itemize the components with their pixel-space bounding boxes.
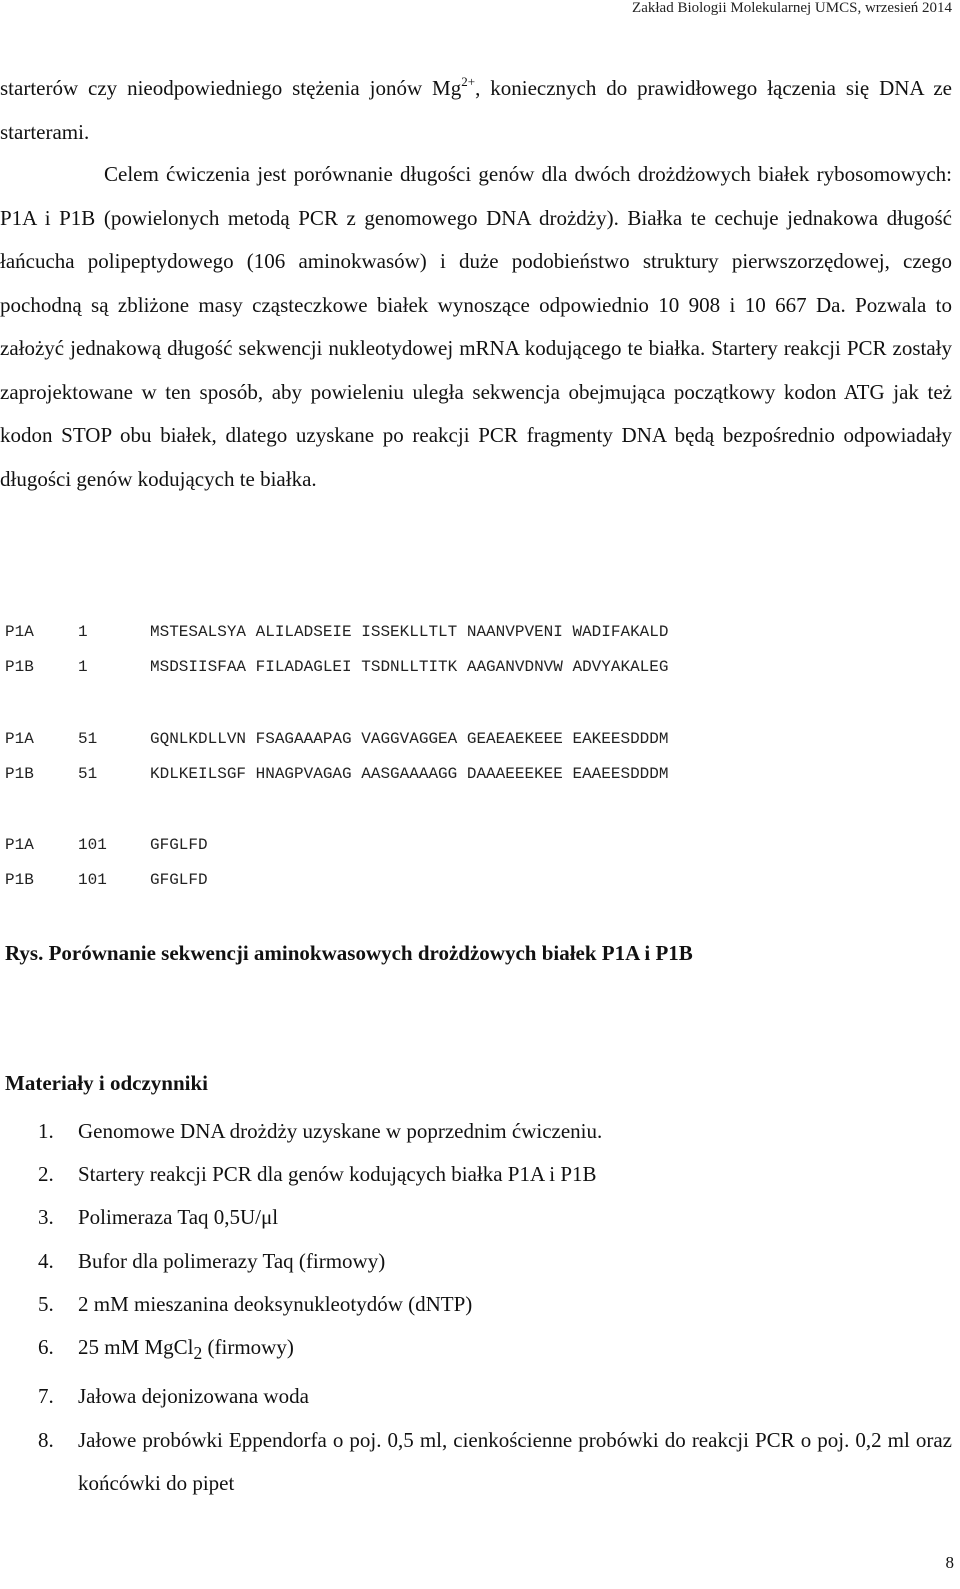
list-item [0, 1196, 952, 1239]
protein-name: P1B [5, 765, 34, 783]
list-number: 6. [38, 1335, 54, 1360]
page-header: Zakład Biologii Molekularnej UMCS, wrzesień 2014 [632, 0, 952, 16]
materials-heading: Materiały i odczynniki [5, 1071, 208, 1095]
list-number: 3. [38, 1205, 54, 1230]
list-number: 1. [38, 1119, 54, 1143]
sequence-text: MSDSIISFAA FILADAGLEI TSDNLLTITK AAGANVDNVW ADVYAKALEG [150, 658, 669, 676]
figure-caption: Rys. Porównanie sekwencji aminokwasowych drożdżowych białek P1A i P1B [5, 941, 693, 965]
list-number: 7. [38, 1384, 54, 1409]
position-number: 1 [78, 658, 88, 676]
sequence-text: KDLKEILSGF HNAGPVAGAG AASGAAAAGG DAAAEEEKEE EAAEESDDDM [150, 765, 669, 783]
sequence-text: GFGLFD [150, 836, 208, 854]
intro-paragraph [0, 67, 952, 154]
list-item [0, 1110, 952, 1153]
list-item [0, 1240, 952, 1283]
subscript: 2 [193, 1343, 203, 1364]
page-number: 8 [945, 1553, 954, 1572]
list-number: 2. [38, 1162, 54, 1187]
list-item [0, 1153, 952, 1196]
protein-name: P1B [5, 871, 34, 889]
list-item [0, 1326, 952, 1375]
list-item [0, 1419, 952, 1505]
intro-text-1: starterów czy nieodpowiedniego stężenia jonów Mg [0, 76, 462, 100]
position-number: 101 [78, 871, 107, 889]
position-number: 51 [78, 730, 98, 748]
charge-superscript: 2+ [461, 74, 476, 89]
list-item-text: 25 mM MgCl [78, 1335, 194, 1360]
protein-name: P1B [5, 658, 34, 676]
list-item-text: Startery reakcji PCR dla genów kodujących białka P1A i P1B [78, 1162, 597, 1187]
protein-name: P1A [5, 623, 34, 641]
list-item-text: 2 mM mieszanina deoksynukleotydów (dNTP) [78, 1291, 473, 1316]
list-number: 4. [38, 1248, 54, 1273]
sequence-text: MSTESALSYA ALILADSEIE ISSEKLLTLT NAANVPVENI WADIFAKALD [150, 623, 669, 641]
list-item-text: Polimeraza Taq 0,5U/μl [78, 1205, 279, 1230]
list-item-text: (firmowy) [202, 1335, 294, 1360]
list-item [0, 1375, 952, 1418]
position-number: 101 [78, 836, 107, 854]
intro-text-2: , koniecznych do prawidłowego łączenia się DNA ze starterami. [0, 76, 952, 144]
aim-paragraph: Celem ćwiczenia jest porównanie długości genów dla dwóch drożdżowych białek rybosomowych: P1A i P1B (powielonych metodą PCR z genomowego DNA drożdży). Białka te cechuje jednakowa długość łańcucha polipeptydowego (106 aminokwasów) i duże podobieństwo struktury pierwszorzędowej, czego pochodną są zbliżone masy cząsteczkowe białek wynoszące odpowiednio 10 908 i 10 667 Da. Pozwala to założyć jednakową długość sekwencji nukleotydowej mRNA kodującego te białka. Startery reakcji PCR zostały zaprojektowane w ten sposób, aby powieleniu uległa sekwencja obejmująca początkowy kodon ATG jak też kodon STOP obu białek, dlatego uzyskane po reakcji PCR fragmenty DNA będą bezpośrednio odpowiadały długości genów kodujących te białka. [0, 162, 952, 491]
position-number: 1 [78, 623, 88, 641]
materials-list [0, 1110, 952, 1505]
list-item-text: Jałowe probówki Eppendorfa o poj. 0,5 ml, cienkościenne probówki do reakcji PCR o poj. 0,2 ml oraz końcówki do pipet [78, 1427, 952, 1495]
sequence-text: GQNLKDLLVN FSAGAAAPAG VAGGVAGGEA GEAEAEKEEE EAKEESDDDM [150, 730, 669, 748]
list-number: 8. [38, 1427, 54, 1452]
list-number: 5. [38, 1291, 54, 1316]
protein-name: P1A [5, 836, 34, 854]
list-item-text: Bufor dla polimerazy Taq (firmowy) [78, 1248, 386, 1273]
list-item [0, 1283, 952, 1326]
position-number: 51 [78, 765, 98, 783]
protein-name: P1A [5, 730, 34, 748]
list-item-text: Genomowe DNA drożdży uzyskane w poprzednim ćwiczeniu. [78, 1119, 603, 1143]
list-item-text: Jałowa dejonizowana woda [78, 1384, 309, 1409]
sequence-text: GFGLFD [150, 871, 208, 889]
